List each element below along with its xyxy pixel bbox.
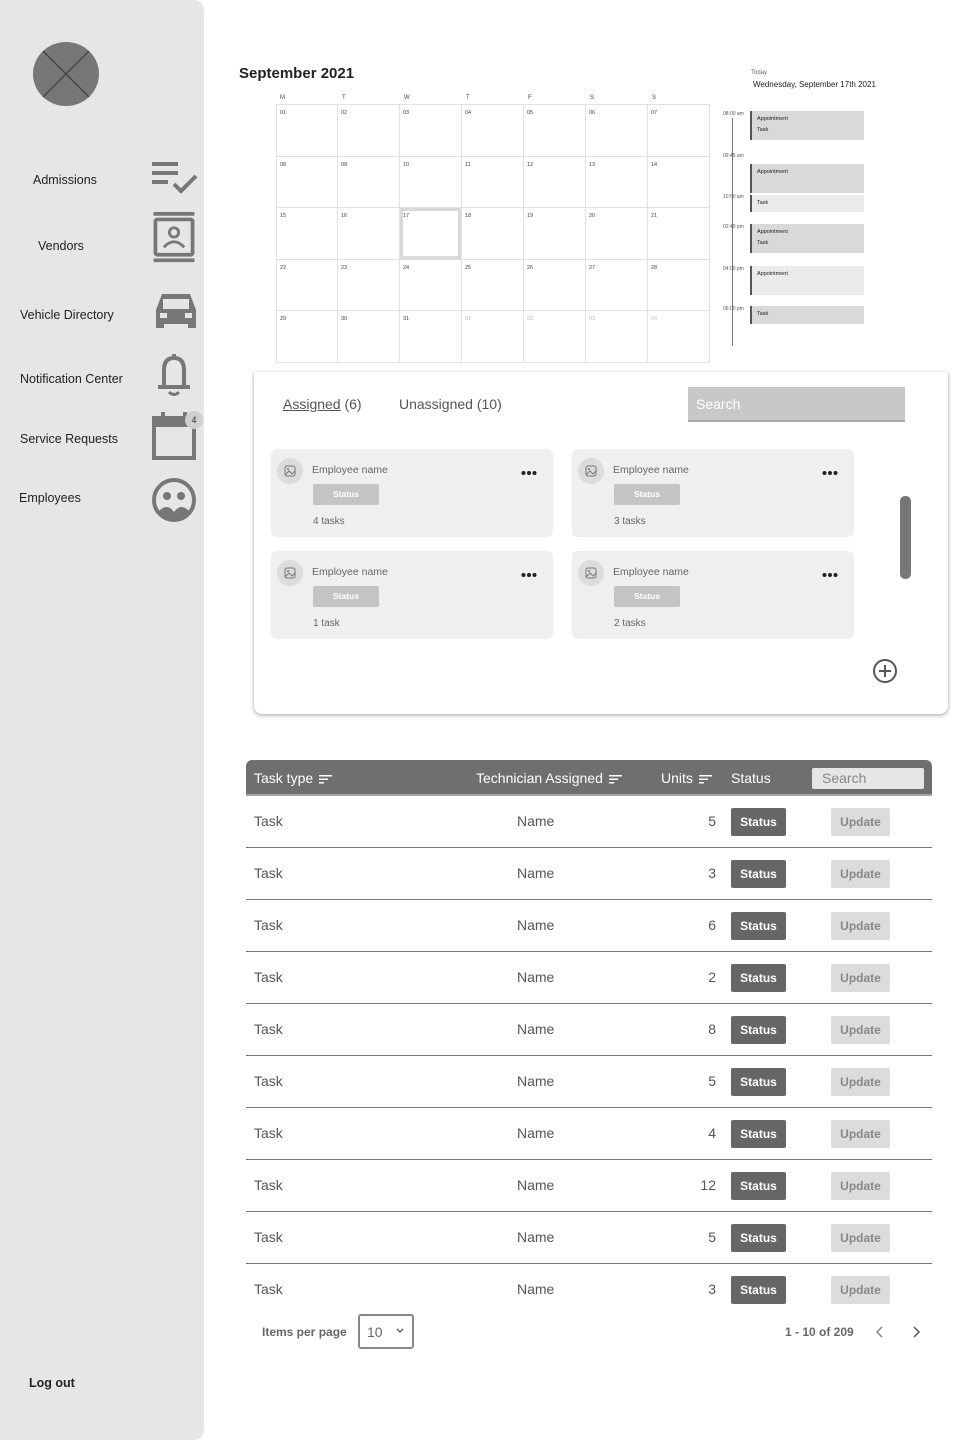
task-type-cell: Task [254,917,283,933]
technician-cell: Name [517,1229,555,1245]
column-label: Task type [254,770,314,786]
units-cell: 5 [708,1229,716,1245]
employee-name: Employee name [312,464,388,476]
event-title: Appointment [757,271,788,277]
table-search-input[interactable]: Search [812,768,924,789]
tab-assigned-label: Assigned [283,396,341,412]
calendar-event[interactable] [750,195,864,212]
task-type-cell: Task [254,1021,283,1037]
calendar-day-cell[interactable]: 03 [586,311,648,363]
calendar-event[interactable] [750,111,864,140]
technician-cell: Name [517,969,555,985]
task-type-cell: Task [254,865,283,881]
table-row [246,1160,932,1212]
tab-unassigned-label: Unassigned [399,396,473,412]
avatar [277,560,303,586]
update-button[interactable]: Update [831,1068,890,1096]
units-cell: 4 [708,1125,716,1141]
tab-assigned[interactable] [283,396,362,412]
calendar-day-cell[interactable]: 02 [524,311,586,363]
calendar-grid [276,104,710,362]
sidebar-item-label: Admissions [33,173,97,187]
calendar-day-cell[interactable]: 04 [648,311,710,363]
people-icon [150,474,198,526]
tab-unassigned[interactable] [399,396,502,412]
more-options-icon[interactable] [822,565,838,571]
column-header-status: Status [731,770,771,786]
calendar-day-cell[interactable]: 26 [524,260,586,312]
status-button[interactable]: Status [731,1120,786,1148]
status-badge: Status [313,484,379,505]
items-per-page-select[interactable] [358,1314,414,1349]
table-row [246,1108,932,1160]
sidebar-item-label: Notification Center [20,372,123,386]
update-button[interactable]: Update [831,1172,890,1200]
calendar-day-cell[interactable]: 15 [276,208,338,260]
employee-card[interactable] [572,551,854,639]
units-cell: 8 [708,1021,716,1037]
day-of-week-label: T [466,95,470,101]
status-badge: Status [614,484,680,505]
cards-scrollbar[interactable] [900,496,911,579]
sidebar-item-label: Employees [19,491,81,505]
table-row [246,1264,932,1316]
technician-cell: Name [517,1177,555,1193]
logo-placeholder-icon [32,41,100,107]
status-button[interactable]: Status [731,1068,786,1096]
units-cell: 6 [708,917,716,933]
employee-name: Employee name [613,566,689,578]
task-count: 2 tasks [614,618,646,629]
car-icon [152,286,200,338]
employee-name: Employee name [312,566,388,578]
units-cell: 5 [708,1073,716,1089]
sidebar-item-label: Vehicle Directory [20,308,114,322]
calendar-day-cell[interactable]: 12 [524,157,586,209]
status-badge: Status [313,586,379,607]
table-row [246,1004,932,1056]
more-options-icon[interactable] [521,463,537,469]
event-title: Appointment [757,169,788,175]
status-button[interactable]: Status [731,860,786,888]
employee-search-input[interactable]: Search [688,387,905,422]
day-of-week-label: S [590,95,595,101]
task-type-cell: Task [254,1177,283,1193]
event-title: Task [757,200,769,206]
tab-assigned-count: (6) [344,396,362,412]
status-button[interactable]: Status [731,912,786,940]
table-row [246,796,932,848]
column-header-units[interactable] [661,770,712,786]
calendar-day-cell[interactable]: 09 [338,157,400,209]
day-of-week-label: W [404,95,410,101]
units-cell: 2 [708,969,716,985]
task-count: 3 tasks [614,516,646,527]
image-placeholder-icon [578,458,604,484]
table-header [246,760,932,796]
employee-card[interactable] [572,449,854,537]
more-options-icon[interactable] [822,463,838,469]
technician-cell: Name [517,1281,555,1297]
avatar [578,458,604,484]
calendar-day-cell[interactable]: 08 [276,157,338,209]
items-per-page-value: 10 [367,1324,383,1340]
technician-cell: Name [517,865,555,881]
calendar-day-cell[interactable]: 24 [400,260,462,312]
status-button[interactable]: Status [731,964,786,992]
calendar-day-cell[interactable]: 30 [338,311,400,363]
column-header-technician[interactable] [476,770,622,786]
technician-cell: Name [517,1073,555,1089]
contact-card-icon [150,212,198,264]
calendar-day-cell[interactable]: 16 [338,208,400,260]
units-cell: 5 [708,813,716,829]
today-label: Today [751,70,768,76]
sort-icon[interactable] [609,775,622,784]
table-row [246,1212,932,1264]
employee-card[interactable] [271,449,553,537]
status-button[interactable]: Status [731,1224,786,1252]
units-cell: 3 [708,865,716,881]
table-row [246,1056,932,1108]
calendar-day-cell[interactable]: 11 [462,157,524,209]
avatar [578,560,604,586]
update-button[interactable]: Update [831,860,890,888]
employee-name: Employee name [613,464,689,476]
today-date: Wednesday, September 17th 2021 [753,80,876,89]
status-badge: Status [614,586,680,607]
column-header-task-type[interactable] [254,770,332,786]
sidebar-item-vendors[interactable] [0,212,204,268]
chevron-right-icon[interactable] [909,1325,923,1339]
column-label: Technician Assigned [476,770,603,786]
column-label: Units [661,770,693,786]
units-cell: 3 [708,1281,716,1297]
timeline-time-label: 09:45 am [723,153,744,159]
calendar-day-cell[interactable]: 01 [462,311,524,363]
update-button[interactable]: Update [831,808,890,836]
calendar-day-cell[interactable]: 04 [462,105,524,157]
image-placeholder-icon [578,560,604,586]
sidebar-item-service-requests[interactable] [0,410,204,466]
technician-cell: Name [517,1021,555,1037]
table-row [246,900,932,952]
task-type-cell: Task [254,813,283,829]
sort-icon[interactable] [319,775,332,784]
timeline-time-label: 02:40 pm [723,224,744,230]
day-of-week-label: S [652,95,657,101]
status-button[interactable]: Status [731,1016,786,1044]
add-circle-icon[interactable] [872,658,898,684]
calendar-day-cell[interactable]: 05 [524,105,586,157]
day-of-week-label: M [280,95,285,101]
update-button[interactable]: Update [831,1224,890,1252]
calendar-day-cell[interactable]: 14 [648,157,710,209]
avatar [277,458,303,484]
calendar-day-cell[interactable]: 01 [276,105,338,157]
update-button[interactable]: Update [831,964,890,992]
calendar-day-cell[interactable]: 07 [648,105,710,157]
sidebar [0,0,204,1440]
chevron-left-icon[interactable] [873,1325,887,1339]
event-subtitle: Task [757,127,769,133]
update-button[interactable]: Update [831,912,890,940]
assignment-panel [254,372,948,714]
items-per-page-label: Items per page [262,1325,347,1339]
calendar-event[interactable] [750,164,864,193]
status-button[interactable]: Status [731,1276,786,1304]
task-count: 1 task [313,618,340,629]
task-type-cell: Task [254,969,283,985]
day-of-week-label: T [342,95,346,101]
sidebar-item-admissions[interactable] [0,152,204,208]
task-count: 4 tasks [313,516,345,527]
technician-cell: Name [517,813,555,829]
tab-unassigned-count: (10) [476,396,502,412]
technician-cell: Name [517,917,555,933]
calendar-day-cell[interactable]: 31 [400,311,462,363]
calendar-day-cell[interactable]: 18 [462,208,524,260]
calendar-day-cell[interactable]: 10 [400,157,462,209]
status-button[interactable]: Status [731,808,786,836]
calendar-day-cell[interactable]: 03 [400,105,462,157]
calendar-day-cell[interactable]: 13 [586,157,648,209]
task-type-cell: Task [254,1073,283,1089]
calendar-day-cell[interactable]: 27 [586,260,648,312]
calendar-day-cell[interactable]: 25 [462,260,524,312]
calendar-event[interactable] [750,266,864,295]
checklist-icon [150,156,198,208]
calendar-day-cell[interactable]: 02 [338,105,400,157]
employee-card[interactable] [271,551,553,639]
more-options-icon[interactable] [521,565,537,571]
day-of-week-label: F [528,95,532,101]
event-title: Appointment [757,116,788,122]
notification-badge: 4 [185,411,203,429]
update-button[interactable]: Update [831,1016,890,1044]
bell-icon [150,348,198,400]
task-type-cell: Task [254,1281,283,1297]
event-subtitle: Task [757,240,769,246]
task-type-cell: Task [254,1229,283,1245]
pagination-range: 1 - 10 of 209 [785,1325,854,1339]
calendar-day-cell[interactable]: 17 [400,208,462,260]
timeline-time-label: 06:00 pm [723,306,744,312]
update-button[interactable]: Update [831,1276,890,1304]
calendar-day-cell[interactable]: 29 [276,311,338,363]
calendar-day-cell[interactable]: 21 [648,208,710,260]
status-button[interactable]: Status [731,1172,786,1200]
sidebar-item-vehicle-directory[interactable] [0,282,204,338]
calendar-day-cell[interactable]: 19 [524,208,586,260]
logout-link[interactable]: Log out [29,1376,75,1390]
technician-cell: Name [517,1125,555,1141]
sort-icon[interactable] [699,775,712,784]
table-row [246,952,932,1004]
sidebar-item-label: Vendors [38,239,84,253]
image-placeholder-icon [277,560,303,586]
image-placeholder-icon [277,458,303,484]
calendar-event[interactable] [750,224,864,253]
calendar-day-cell[interactable]: 20 [586,208,648,260]
sidebar-item-employees[interactable] [0,470,204,526]
sidebar-item-label: Service Requests [20,432,118,446]
units-cell: 12 [700,1177,716,1193]
event-title: Task [757,311,769,317]
update-button[interactable]: Update [831,1120,890,1148]
timeline-time-label: 08:00 am [723,111,744,117]
calendar-event[interactable] [750,306,864,324]
calendar-day-cell[interactable]: 22 [276,260,338,312]
timeline-time-label: 04:00 pm [723,266,744,272]
calendar-day-cell[interactable]: 28 [648,260,710,312]
event-title: Appointment [757,229,788,235]
calendar-day-cell[interactable]: 23 [338,260,400,312]
calendar-month-title: September 2021 [239,65,355,82]
table-row [246,848,932,900]
chevron-down-icon [396,1328,404,1334]
timeline-time-label: 10:50 am [723,194,744,200]
calendar-day-cell[interactable]: 06 [586,105,648,157]
task-type-cell: Task [254,1125,283,1141]
sidebar-item-notification-center[interactable] [0,346,204,402]
